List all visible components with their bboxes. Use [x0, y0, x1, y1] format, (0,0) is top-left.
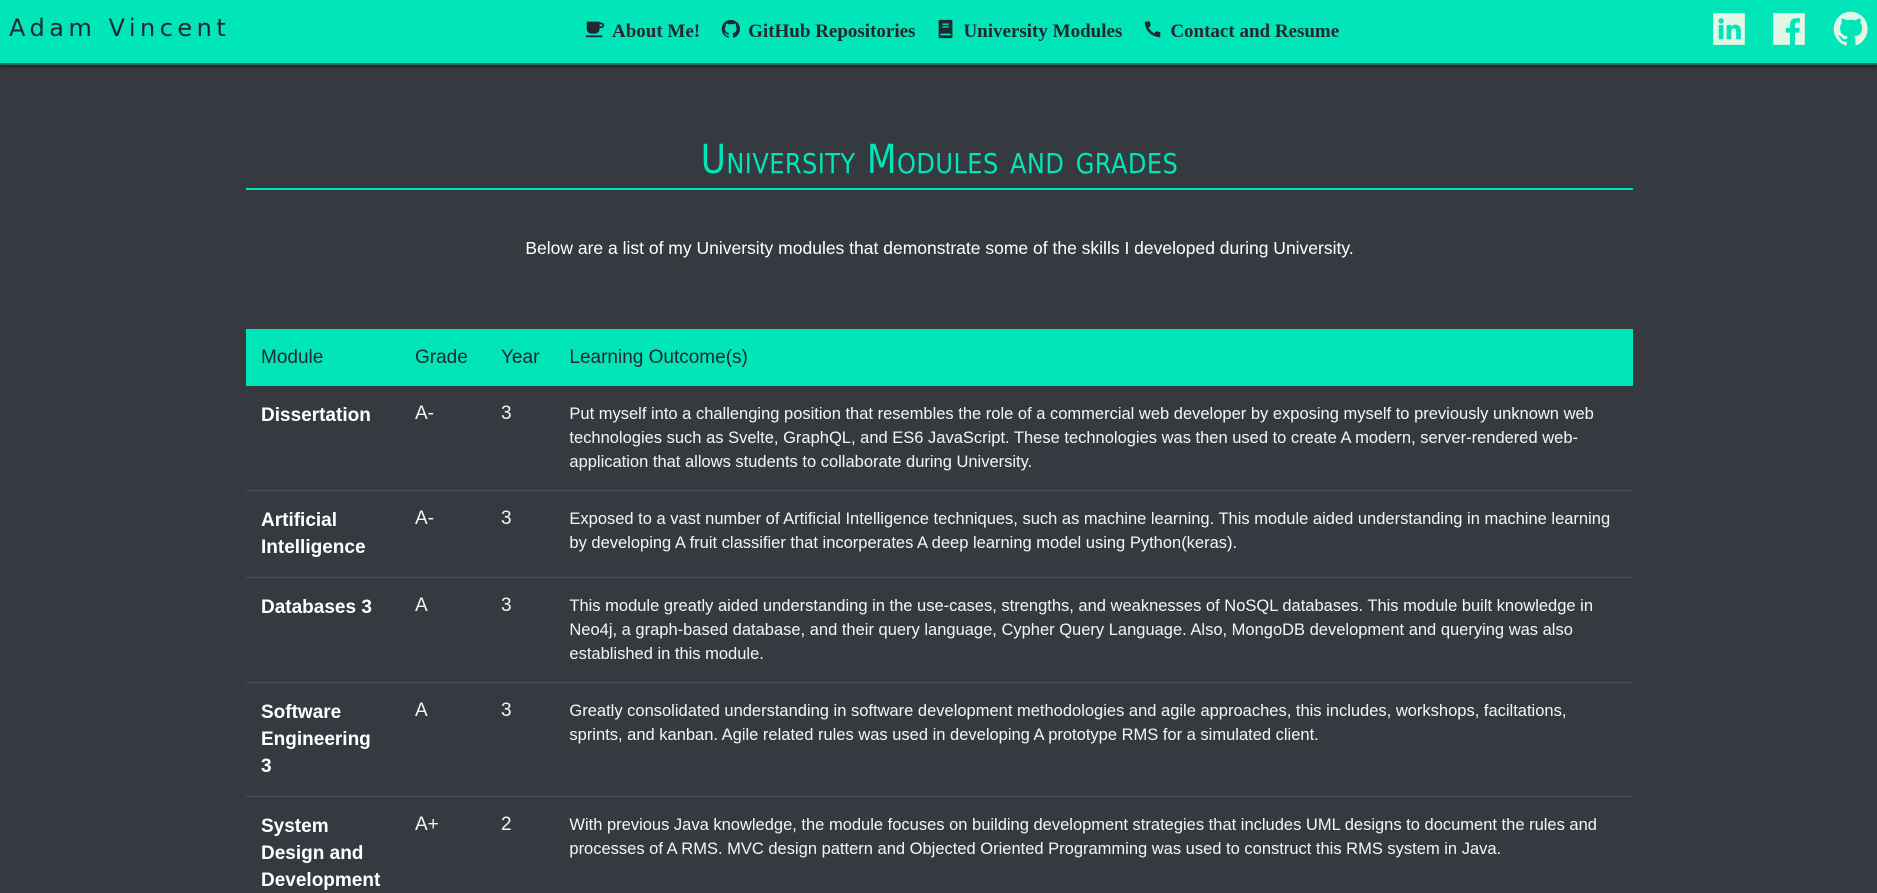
module-year: 3 — [486, 491, 554, 578]
table-row — [246, 491, 1633, 578]
brand-name[interactable]: Adam Vincent — [9, 14, 231, 42]
module-outcome: This module greatly aided understanding in the use-cases, strengths, and weaknesses of NoSQL databases. This module built knowledge in Neo4j, a graph-based database, and their query language, Cypher Query Language. Also, MongoDB development and querying was also established in this module. — [554, 578, 1633, 683]
module-name: Databases 3 — [246, 578, 400, 683]
column-header-year: Year — [501, 346, 540, 368]
module-name: Software Engineering 3 — [246, 683, 400, 797]
facebook-icon[interactable] — [1770, 10, 1808, 48]
nav-link-label: About Me! — [612, 21, 701, 42]
nav-link-label: Contact and Resume — [1170, 21, 1340, 42]
page-title: University Modules and grades — [700, 137, 1179, 183]
module-grade: A- — [400, 491, 486, 578]
page-subtitle: Below are a list of my University modules that demonstrate some of the skills I developed during University. — [525, 238, 1354, 258]
module-year: 3 — [486, 386, 554, 491]
github-icon — [720, 18, 742, 46]
module-outcome: Greatly consolidated understanding in software development methodologies and agile approaches, this includes, workshops, faciltations, sprints, and kanban. Agile related rules was used in developing A prototype RMS for a simulated client. — [554, 683, 1633, 797]
phone-icon — [1142, 18, 1164, 46]
column-header-grade: Grade — [415, 346, 468, 368]
module-year: 2 — [486, 797, 554, 893]
module-outcome: Exposed to a vast number of Artificial Intelligence techniques, such as machine learning. This module aided understanding in machine learning by developing A fruit classifier that incorperates A deep learning model using Python(keras). — [554, 491, 1633, 578]
book-icon — [935, 18, 957, 46]
module-name: Artificial Intelligence — [246, 491, 400, 578]
module-grade: A- — [400, 386, 486, 491]
nav-link-github-repositories[interactable] — [720, 18, 915, 46]
module-grade: A — [400, 578, 486, 683]
nav-link-university-modules[interactable] — [935, 18, 1122, 46]
module-outcome: Put myself into a challenging position that resembles the role of a commercial web developer by exposing myself to previously unknown web technologies such as Svelte, GraphQL, and ES6 JavaScript. These technologies was then used to create A modern, server-rendered web-application that allows students to collaborate during University. — [554, 386, 1633, 491]
nav-link-label: University Modules — [963, 21, 1123, 42]
coffee-icon — [584, 18, 606, 46]
linkedin-icon[interactable] — [1710, 10, 1748, 48]
table-row — [246, 578, 1633, 683]
title-divider — [246, 188, 1633, 190]
top-navbar — [0, 0, 1877, 65]
module-name: Dissertation — [246, 386, 400, 491]
module-name: System Design and Development — [246, 797, 400, 893]
table-row — [246, 797, 1633, 893]
modules-table — [246, 329, 1633, 893]
column-header-learning-outcomes: Learning Outcome(s) — [569, 346, 748, 368]
nav-link-about-me[interactable] — [584, 18, 700, 46]
table-header-row — [246, 329, 1633, 386]
module-year: 3 — [486, 683, 554, 797]
table-row — [246, 683, 1633, 797]
module-outcome: With previous Java knowledge, the module focuses on building development strategies that includes UML designs to document the rules and processes of A RMS. MVC design pattern and Objected Oriented Programming was used to construct this RMS system in Java. — [554, 797, 1633, 893]
table-row — [246, 386, 1633, 491]
nav-link-label: GitHub Repositories — [748, 21, 916, 42]
nav-links — [584, 18, 1339, 46]
column-header-module: Module — [261, 346, 324, 368]
nav-link-contact-and-resume[interactable] — [1142, 18, 1339, 46]
github-icon[interactable] — [1832, 10, 1870, 48]
module-grade: A+ — [400, 797, 486, 893]
module-grade: A — [400, 683, 486, 797]
module-year: 3 — [486, 578, 554, 683]
